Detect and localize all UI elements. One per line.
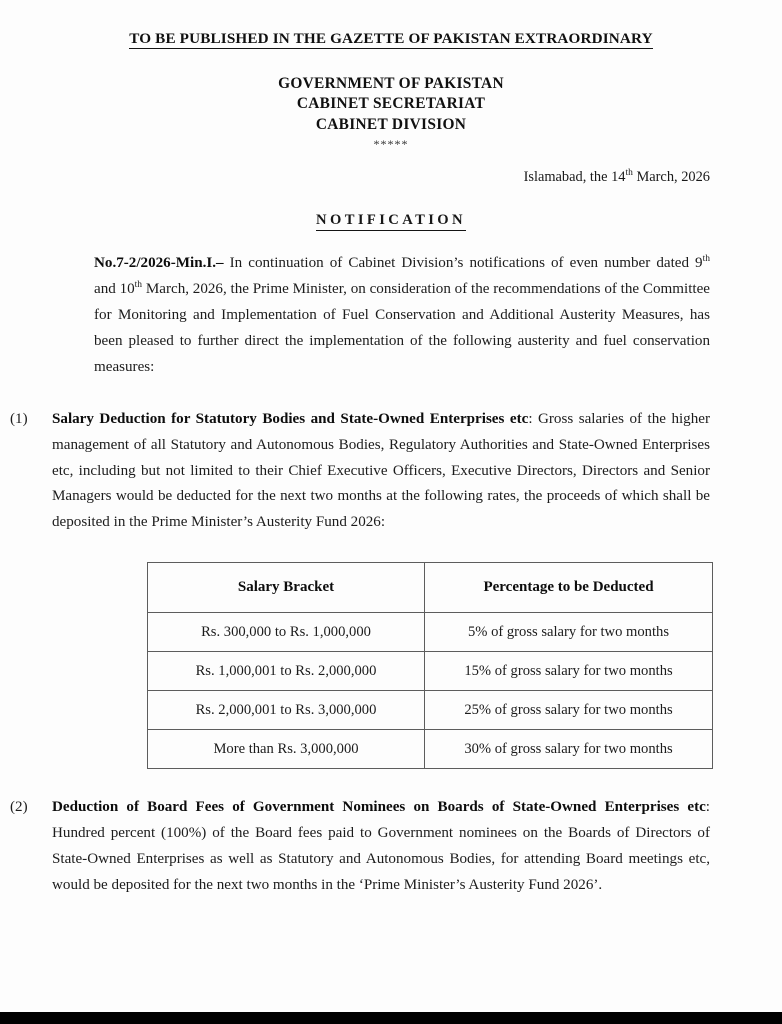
salary-deduction-table	[147, 562, 713, 769]
organization-block	[0, 74, 782, 135]
cell-percentage: 15% of gross salary for two months	[425, 652, 713, 691]
cell-percentage: 30% of gross salary for two months	[425, 730, 713, 769]
table-row	[148, 691, 713, 730]
clause-1	[10, 407, 710, 537]
clause-2-heading: Deduction of Board Fees of Government Nominees on Boards of State-Owned Enterprises etc	[52, 799, 706, 816]
cell-percentage: 25% of gross salary for two months	[425, 691, 713, 730]
table-row	[148, 730, 713, 769]
cell-salary-bracket: Rs. 1,000,001 to Rs. 2,000,000	[148, 652, 425, 691]
cell-salary-bracket: Rs. 300,000 to Rs. 1,000,000	[148, 613, 425, 652]
clause-2	[10, 795, 710, 899]
asterisk-separator: *****	[373, 136, 409, 151]
clause-1-number: (1)	[10, 410, 28, 427]
table-header-row	[148, 563, 713, 613]
reference-intro-2: and 10	[94, 280, 135, 297]
body-wrapper	[94, 251, 710, 381]
gazette-header	[0, 0, 782, 48]
reference-number: No.7-2/2026-Min.I.–	[94, 254, 224, 271]
notification-title-text: NOTIFICATION	[316, 212, 466, 231]
reference-ordinal-2: th	[134, 279, 143, 290]
reference-paragraph	[94, 251, 710, 381]
clause-2-body: : Hundred percent (100%) of the Board fees paid to Government nominees on the Boards of Directors of State-Owned Enterprises as well as Statutory and Autonomous Bodies, for attending Board meetings etc, would be deposited for the next two months in the ‘Prime Minister’s Austerity Fund 2026’.	[52, 799, 710, 894]
dateline	[0, 168, 782, 186]
organization-line-3: CABINET DIVISION	[315, 115, 467, 133]
clause-1-text	[52, 407, 710, 537]
organization-line-1: GOVERNMENT OF PAKISTAN	[278, 75, 504, 92]
column-header-percentage: Percentage to be Deducted	[425, 563, 713, 613]
column-header-salary-bracket: Salary Bracket	[148, 563, 425, 613]
table-row	[148, 652, 713, 691]
reference-intro-3: March, 2026, the Prime Minister, on consideration of the recommendations of the Committee for Monitoring and Implementation of Fuel Conservation and Additional Austerity Measures, has been pleased to further direct the implementation of the following austerity and fuel conservation measures:	[94, 280, 710, 375]
dateline-ordinal: th	[625, 167, 633, 178]
cell-salary-bracket: Rs. 2,000,001 to Rs. 3,000,000	[148, 691, 425, 730]
dateline-rest: March, 2026	[632, 168, 710, 185]
cell-percentage: 5% of gross salary for two months	[425, 613, 713, 652]
dateline-place: Islamabad, the 14	[523, 168, 626, 185]
scan-artifact-bar	[0, 1012, 782, 1024]
notification-title	[0, 212, 782, 229]
clause-2-number: (2)	[10, 799, 28, 816]
organization-line-2: CABINET SECRETARIAT	[296, 95, 486, 113]
rates-table-wrapper	[147, 562, 712, 769]
reference-intro-1: In continuation of Cabinet Division’s notifications of even number dated 9	[223, 254, 703, 271]
cell-salary-bracket: More than Rs. 3,000,000	[148, 730, 425, 769]
reference-ordinal-1: th	[702, 253, 710, 264]
clause-1-heading: Salary Deduction for Statutory Bodies and State-Owned Enterprises etc	[52, 410, 529, 427]
table-row	[148, 613, 713, 652]
gazette-header-text: TO BE PUBLISHED IN THE GAZETTE OF PAKISTAN EXTRAORDINARY	[129, 30, 653, 47]
clause-1-body: : Gross salaries of the higher management of all Statutory and Autonomous Bodies, Regulatory Authorities and State-Owned Enterprises etc, including but not limited to their Chief Executive Officers, Executive Directors, Directors and Senior Managers would be deducted for the next two months at the following rates, the proceeds of which shall be deposited in the Prime Minister’s Austerity Fund 2026:	[52, 410, 711, 531]
clause-2-text	[52, 795, 710, 899]
